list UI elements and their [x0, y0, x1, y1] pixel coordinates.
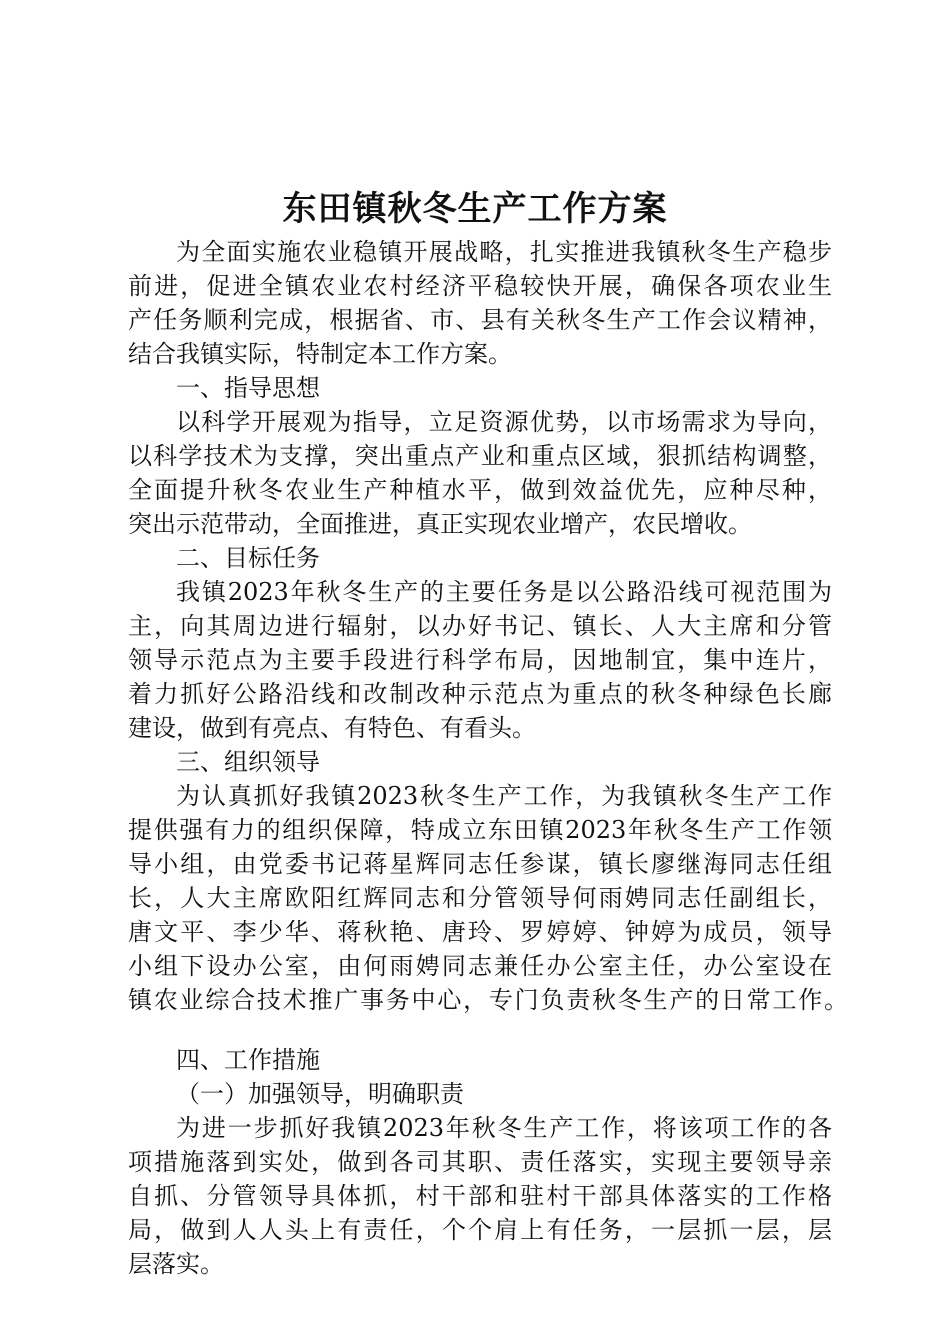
paragraph-line: 长，人大主席欧阳红辉同志和分管领导何雨娉同志任副组长， [128, 884, 832, 912]
document-title: 东田镇秋冬生产工作方案 [282, 189, 668, 229]
section-heading: 一、指导思想 [176, 374, 320, 402]
paragraph-line: 以科学技术为支撑，突出重点产业和重点区域，狠抓结构调整， [128, 442, 832, 470]
paragraph-line: 全面提升秋冬农业生产种植水平，做到效益优先，应种尽种， [128, 476, 832, 504]
section-heading: 四、工作措施 [176, 1046, 320, 1074]
paragraph-line: 着力抓好公路沿线和改制改种示范点为重点的秋冬种绿色长廊 [128, 680, 832, 708]
paragraph-line: 突出示范带动，全面推进，真正实现农业增产，农民增收。 [128, 510, 752, 538]
paragraph-line: 小组下设办公室，由何雨娉同志兼任办公室主任，办公室设在 [128, 952, 832, 980]
paragraph-line: 前进，促进全镇农业农村经济平稳较快开展，确保各项农业生 [128, 272, 832, 300]
section-heading: 二、目标任务 [176, 544, 320, 572]
paragraph-line: 自抓、分管领导具体抓，村干部和驻村干部具体落实的工作格 [128, 1182, 832, 1210]
paragraph-line: 领导示范点为主要手段进行科学布局，因地制宜，集中连片， [128, 646, 832, 674]
paragraph-line: 建设，做到有亮点、有特色、有看头。 [128, 714, 536, 742]
paragraph-line: 项措施落到实处，做到各司其职、责任落实，实现主要领导亲 [128, 1148, 832, 1176]
paragraph-line: 我镇2023年秋冬生产的主要任务是以公路沿线可视范围为 [176, 578, 832, 606]
paragraph-line: 为全面实施农业稳镇开展战略，扎实推进我镇秋冬生产稳步 [176, 238, 832, 266]
paragraph-line: 镇农业综合技术推广事务中心，专门负责秋冬生产的日常工作。 [128, 986, 848, 1014]
paragraph-line: 以科学开展观为指导，立足资源优势，以市场需求为导向， [176, 408, 832, 436]
paragraph-line: 局，做到人人头上有责任，个个肩上有任务，一层抓一层，层 [128, 1216, 832, 1244]
paragraph-line: 主，向其周边进行辐射，以办好书记、镇长、人大主席和分管 [128, 612, 832, 640]
paragraph-line: 唐文平、李少华、蒋秋艳、唐玲、罗婷婷、钟婷为成员，领导 [128, 918, 832, 946]
section-heading: 三、组织领导 [176, 748, 320, 776]
paragraph-line: 为进一步抓好我镇2023年秋冬生产工作，将该项工作的各 [176, 1114, 832, 1142]
paragraph-line: 结合我镇实际，特制定本工作方案。 [128, 340, 512, 368]
paragraph-line: 产任务顺利完成，根据省、市、县有关秋冬生产工作会议精神， [128, 306, 832, 334]
paragraph-line: 层落实。 [128, 1250, 224, 1278]
paragraph-line: 导小组，由党委书记蒋星辉同志任参谋，镇长廖继海同志任组 [128, 850, 832, 878]
paragraph-line: 为认真抓好我镇2023秋冬生产工作，为我镇秋冬生产工作 [176, 782, 832, 810]
paragraph-line: 提供强有力的组织保障，特成立东田镇2023年秋冬生产工作领 [128, 816, 832, 844]
subsection-heading: （一）加强领导，明确职责 [176, 1080, 464, 1108]
